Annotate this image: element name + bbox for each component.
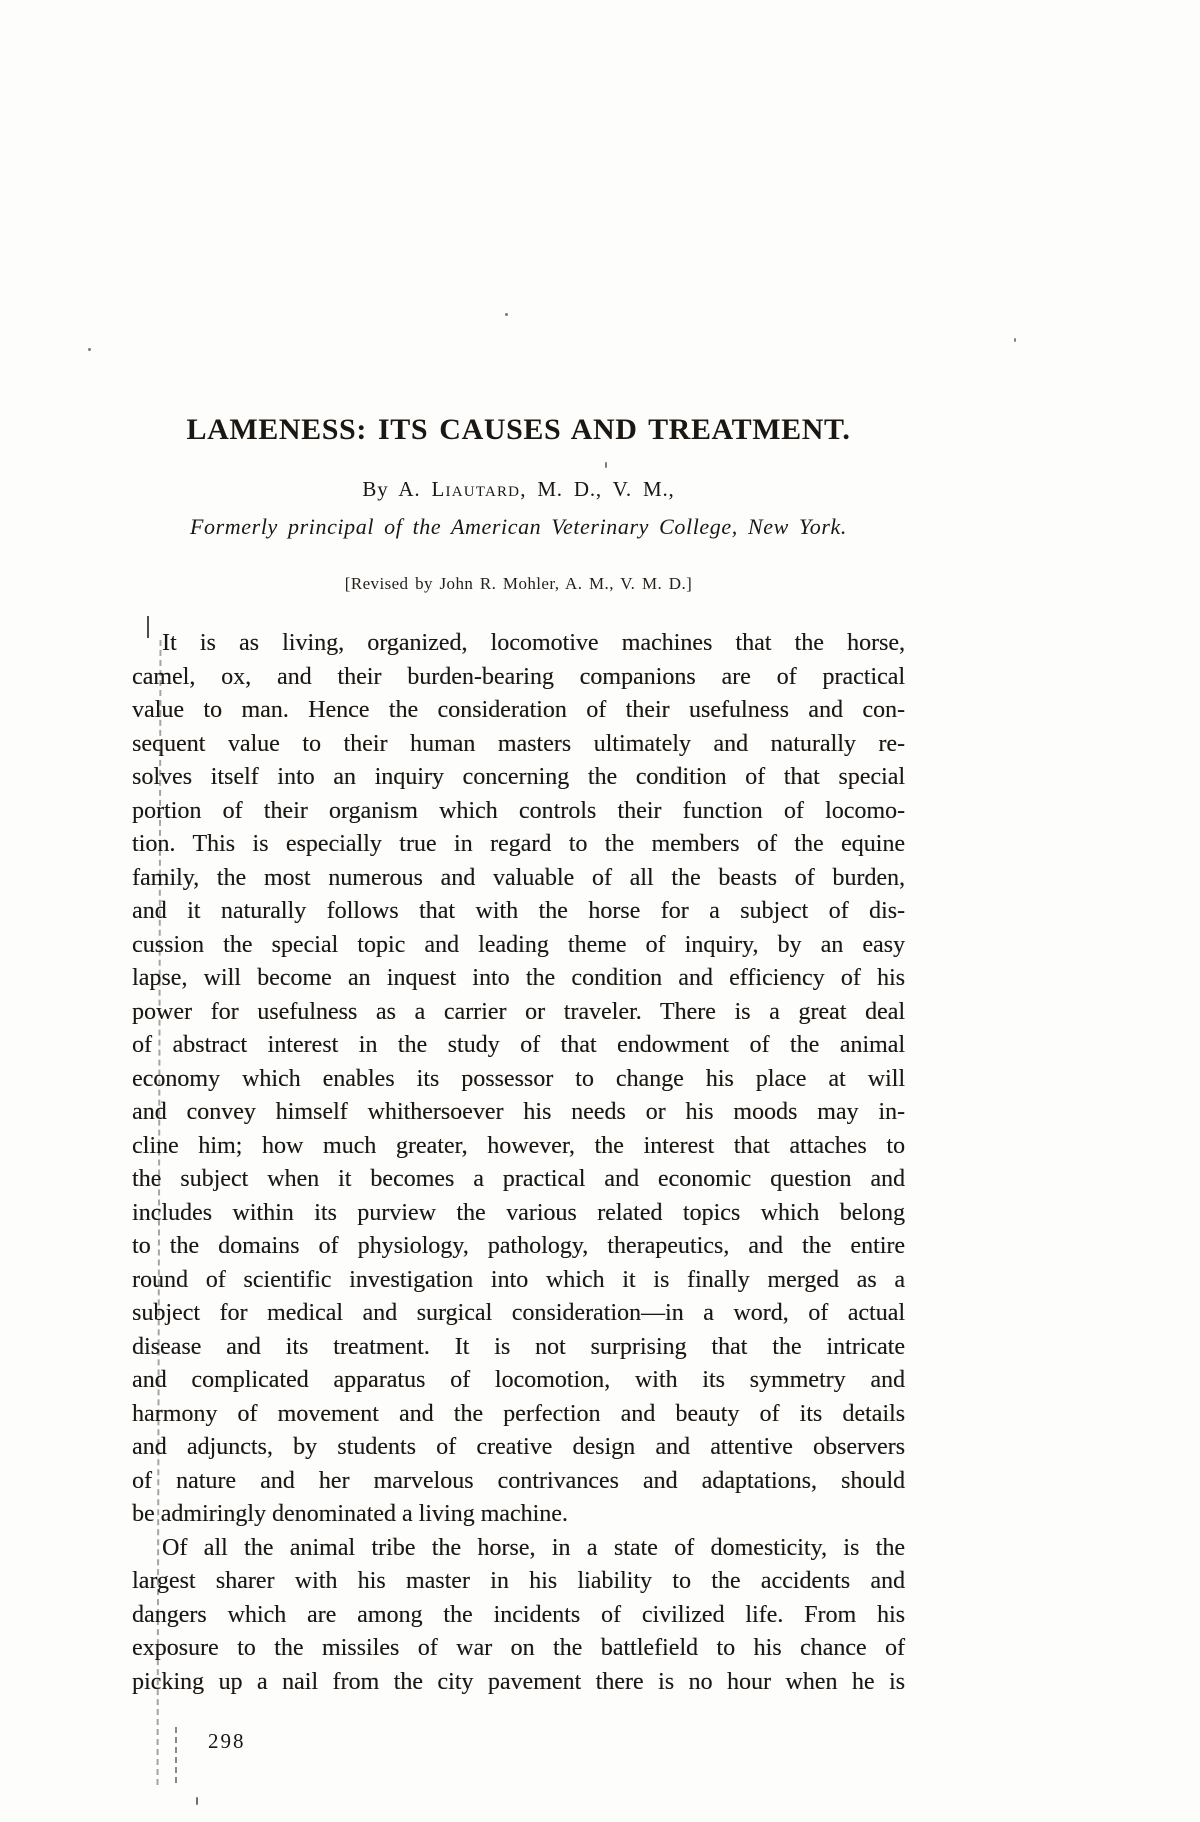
author-name: Liautard: [431, 477, 521, 501]
page-number: 298: [208, 1729, 246, 1753]
scan-speck: [88, 348, 91, 351]
body-line: includes within its purview the various related topics which belong: [132, 1199, 905, 1226]
page-title: LAMENESS: ITS CAUSES AND TREATMENT.: [186, 413, 851, 446]
revision-note: [Revised by John R. Mohler, A. M., V. M. D.]: [344, 574, 693, 593]
body-line: camel, ox, and their burden-bearing companions are of practical: [132, 663, 905, 690]
body-paragraph: [132, 1532, 905, 1700]
body-line: solves itself into an inquiry concerning the condition of that special: [132, 764, 905, 790]
body-line: and complicated apparatus of locomotion, with its symmetry and: [132, 1367, 905, 1393]
scan-speck: [1014, 338, 1016, 342]
body-line: and convey himself whithersoever his needs or his moods may in-: [132, 1099, 905, 1125]
body-paragraph: [132, 627, 905, 1532]
body-line: of abstract interest in the study of that endowment of the animal: [132, 1032, 905, 1058]
body-line: disease and its treatment. It is not surprising that the intricate: [132, 1333, 905, 1360]
body-line: and adjuncts, by students of creative design and attentive observers: [132, 1434, 905, 1460]
byline-prefix: By A.: [362, 477, 432, 501]
body-line: It is as living, organized, locomotive machines that the horse,: [162, 630, 905, 656]
body-line: dangers which are among the incidents of civilized life. From his: [132, 1601, 905, 1628]
body-line: cussion the special topic and leading theme of inquiry, by an easy: [132, 931, 905, 958]
body-line: Of all the animal tribe the horse, in a state of domesticity, is the: [162, 1534, 905, 1561]
body-line: picking up a nail from the city pavement there is no hour when he is: [132, 1668, 905, 1695]
body-line: sequent value to their human masters ultimately and naturally re-: [132, 730, 905, 757]
body-text: [132, 627, 905, 1699]
body-line: tion. This is especially true in regard to the members of the equine: [132, 831, 905, 857]
body-line: exposure to the missiles of war on the battlefield to his chance of: [132, 1635, 905, 1661]
body-line: subject for medical and surgical consideration—in a word, of actual: [132, 1300, 905, 1326]
byline: [132, 477, 905, 502]
body-line: value to man. Hence the consideration of their usefulness and con-: [132, 697, 905, 723]
body-line: lapse, will become an inquest into the condition and efficiency of his: [132, 965, 905, 991]
body-line: to the domains of physiology, pathology, therapeutics, and the entire: [132, 1233, 905, 1259]
body-line: family, the most numerous and valuable of all the beasts of burden,: [132, 864, 905, 891]
body-line: largest sharer with his master in his liability to the accidents and: [132, 1568, 905, 1594]
body-line: round of scientific investigation into which it is finally merged as a: [132, 1266, 905, 1293]
body-line: the subject when it becomes a practical and economic question and: [132, 1166, 905, 1192]
byline-suffix: , M. D., V. M.,: [520, 477, 675, 501]
body-line: power for usefulness as a carrier or traveler. There is a great deal: [132, 998, 905, 1025]
body-line: cline him; how much greater, however, the interest that attaches to: [132, 1132, 905, 1159]
body-line: and it naturally follows that with the horse for a subject of dis-: [132, 898, 905, 924]
body-line: be admiringly denominated a living machine.: [132, 1501, 568, 1527]
body-line: of nature and her marvelous contrivances and adaptations, should: [132, 1467, 905, 1494]
body-line: portion of their organism which controls their function of locomo-: [132, 797, 905, 824]
text-block: [132, 0, 905, 1822]
affiliation-line: Formerly principal of the American Veterinary College, New York.: [190, 514, 847, 539]
body-line: economy which enables its possessor to change his place at will: [132, 1065, 905, 1092]
body-line: harmony of movement and the perfection and beauty of its details: [132, 1400, 905, 1427]
